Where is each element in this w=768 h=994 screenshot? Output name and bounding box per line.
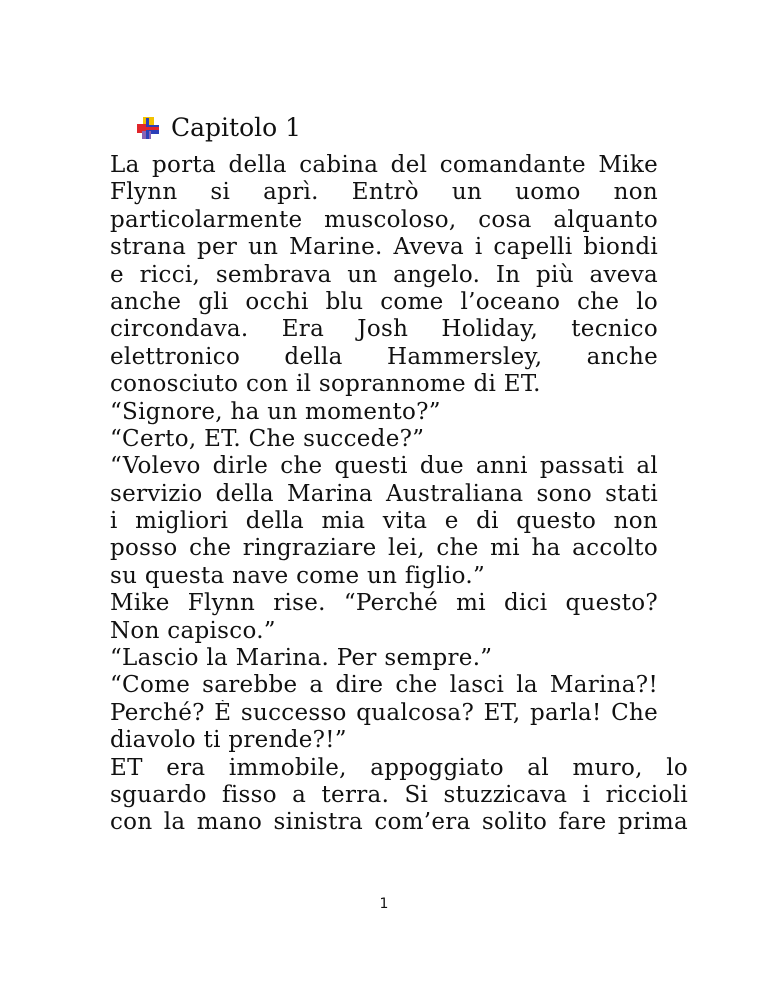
text-line: Mike Flynn rise. “Perché mi dici questo? bbox=[110, 590, 658, 617]
text-line: elettronico della Hammersley, anche bbox=[110, 343, 658, 370]
text-line: “Signore, ha un momento?” bbox=[110, 398, 441, 425]
text-line: ET era immobile, appoggiato al muro, lo bbox=[110, 754, 688, 781]
text-line: “Volevo dirle che questi due anni passati al bbox=[110, 453, 658, 480]
text-line: su questa nave come un figlio.” bbox=[110, 562, 486, 589]
text-line: Non capisco.” bbox=[110, 617, 276, 644]
chapter-body-text bbox=[110, 152, 688, 837]
text-line: e ricci, sembrava un angelo. In più aveva bbox=[110, 261, 658, 288]
text-line: conosciuto con il soprannome di ET. bbox=[110, 371, 541, 398]
text-line: La porta della cabina del comandante Mike bbox=[110, 152, 658, 178]
text-line: particolarmente muscoloso, cosa alquanto bbox=[110, 206, 658, 233]
text-line: “Lascio la Marina. Per sempre.” bbox=[110, 645, 493, 672]
text-line: servizio della Marina Australiana sono stati bbox=[110, 480, 658, 507]
text-line: diavolo ti prende?!” bbox=[110, 727, 347, 754]
text-line: Perché? È successo qualcosa? ET, parla! Che bbox=[110, 699, 658, 726]
chapter-marker-icon bbox=[135, 115, 161, 141]
text-line: anche gli occhi blu come l’oceano che lo bbox=[110, 288, 658, 315]
text-line: circondava. Era Josh Holiday, tecnico bbox=[110, 316, 658, 343]
page-number: 1 bbox=[379, 896, 389, 912]
text-line: posso che ringraziare lei, che mi ha accolto bbox=[110, 535, 658, 562]
text-line: Flynn si aprì. Entrò un uomo non bbox=[110, 179, 658, 206]
chapter-heading bbox=[135, 110, 301, 146]
text-line: “Come sarebbe a dire che lasci la Marina?! bbox=[110, 672, 658, 699]
text-line: con la mano sinistra com’era solito fare prima bbox=[110, 809, 688, 836]
text-line: sguardo fisso a terra. Si stuzzicava i riccioli bbox=[110, 781, 688, 808]
text-line: i migliori della mia vita e di questo non bbox=[110, 508, 658, 535]
chapter-title: Capitolo 1 bbox=[171, 113, 302, 142]
text-line: strana per un Marine. Aveva i capelli biondi bbox=[110, 234, 658, 261]
text-line: “Certo, ET. Che succede?” bbox=[110, 425, 425, 452]
